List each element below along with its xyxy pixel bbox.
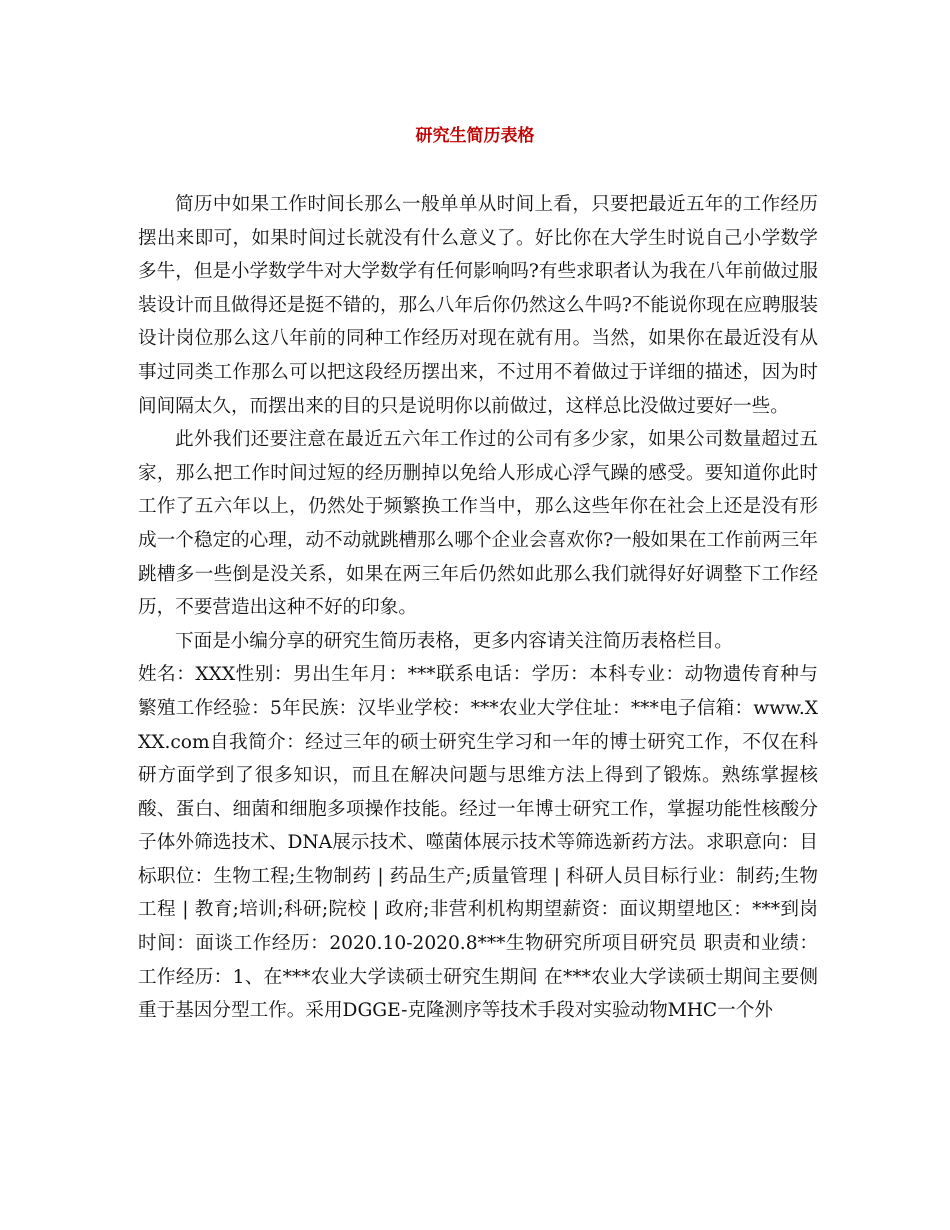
document-title: 研究生简历表格 xyxy=(415,126,535,146)
paragraph-1: 简历中如果工作时间长那么一般单单从时间上看，只要把最近五年的工作经历摆出来即可，如果时间过长就没有什么意义了。好比你在大学生时说自己小学数学多牛，但是小学数学牛对大学数学有任何影响吗?有些求职者认为我在八年前做过服装设计而且做得还是挺不错的，那么八年后你仍然这么牛吗?不能说你现在应聘服装设计岗位那么这八年前的同种工作经历对现在就有用。当然，如果你在最近没有从事过同类工作那么可以把这段经历摆出来，不过用不着做过于详细的描述，因为时间间隔太久，而摆出来的目的只是说明你以前做过，这样总比没做过要好一些。 xyxy=(138,194,818,417)
paragraph-2: 此外我们还要注意在最近五六年工作过的公司有多少家，如果公司数量超过五家，那么把工作时间过短的经历删掉以免给人形成心浮气躁的感受。要知道你此时工作了五六年以上，仍然处于频繁换工作当中，那么这些年你在社会上还是没有形成一个稳定的心理，动不动就跳槽那么哪个企业会喜欢你?一般如果在工作前两三年跳槽多一些倒是没关系，如果在两三年后仍然如此那么我们就得好好调整下工作经历，不要营造出这种不好的印象。 xyxy=(138,429,818,619)
document-body xyxy=(138,188,818,1028)
paragraph-3: 下面是小编分享的研究生简历表格，更多内容请关注简历表格栏目。 xyxy=(175,630,733,652)
resume-text: 姓名：XXX性别：男出生年月：***联系电话：学历：本科专业：动物遗传育种与繁殖工作经验：5年民族：汉毕业学校：***农业大学住址：***电子信箱：www.XXX.com自我简介：经过三年的硕士研究生学习和一年的博士研究工作，不仅在科研方面学到了很多知识，而且在解决问题与思维方法上得到了锻炼。熟练掌握核酸、蛋白、细菌和细胞多项操作技能。经过一年博士研究工作，掌握功能性核酸分子体外筛选技术、DNA展示技术、噬菌体展示技术等筛选新药方法。求职意向：目标职位：生物工程;生物制药 | 药品生产;质量管理 | 科研人员目标行业：制药;生物工程 | 教育;培训;科研;院校 | 政府;非营利机构期望薪资：面议期望地区：***到岗时间：面谈工作经历：2020.10-2020.8***生物研究所项目研究员 职责和业绩：工作经历：1、在***农业大学读硕士研究生期间 在***农业大学读硕士期间主要侧重于基因分型工作。采用DGGE-克隆测序等技术手段对实验动物MHC一个外 xyxy=(138,664,818,1022)
